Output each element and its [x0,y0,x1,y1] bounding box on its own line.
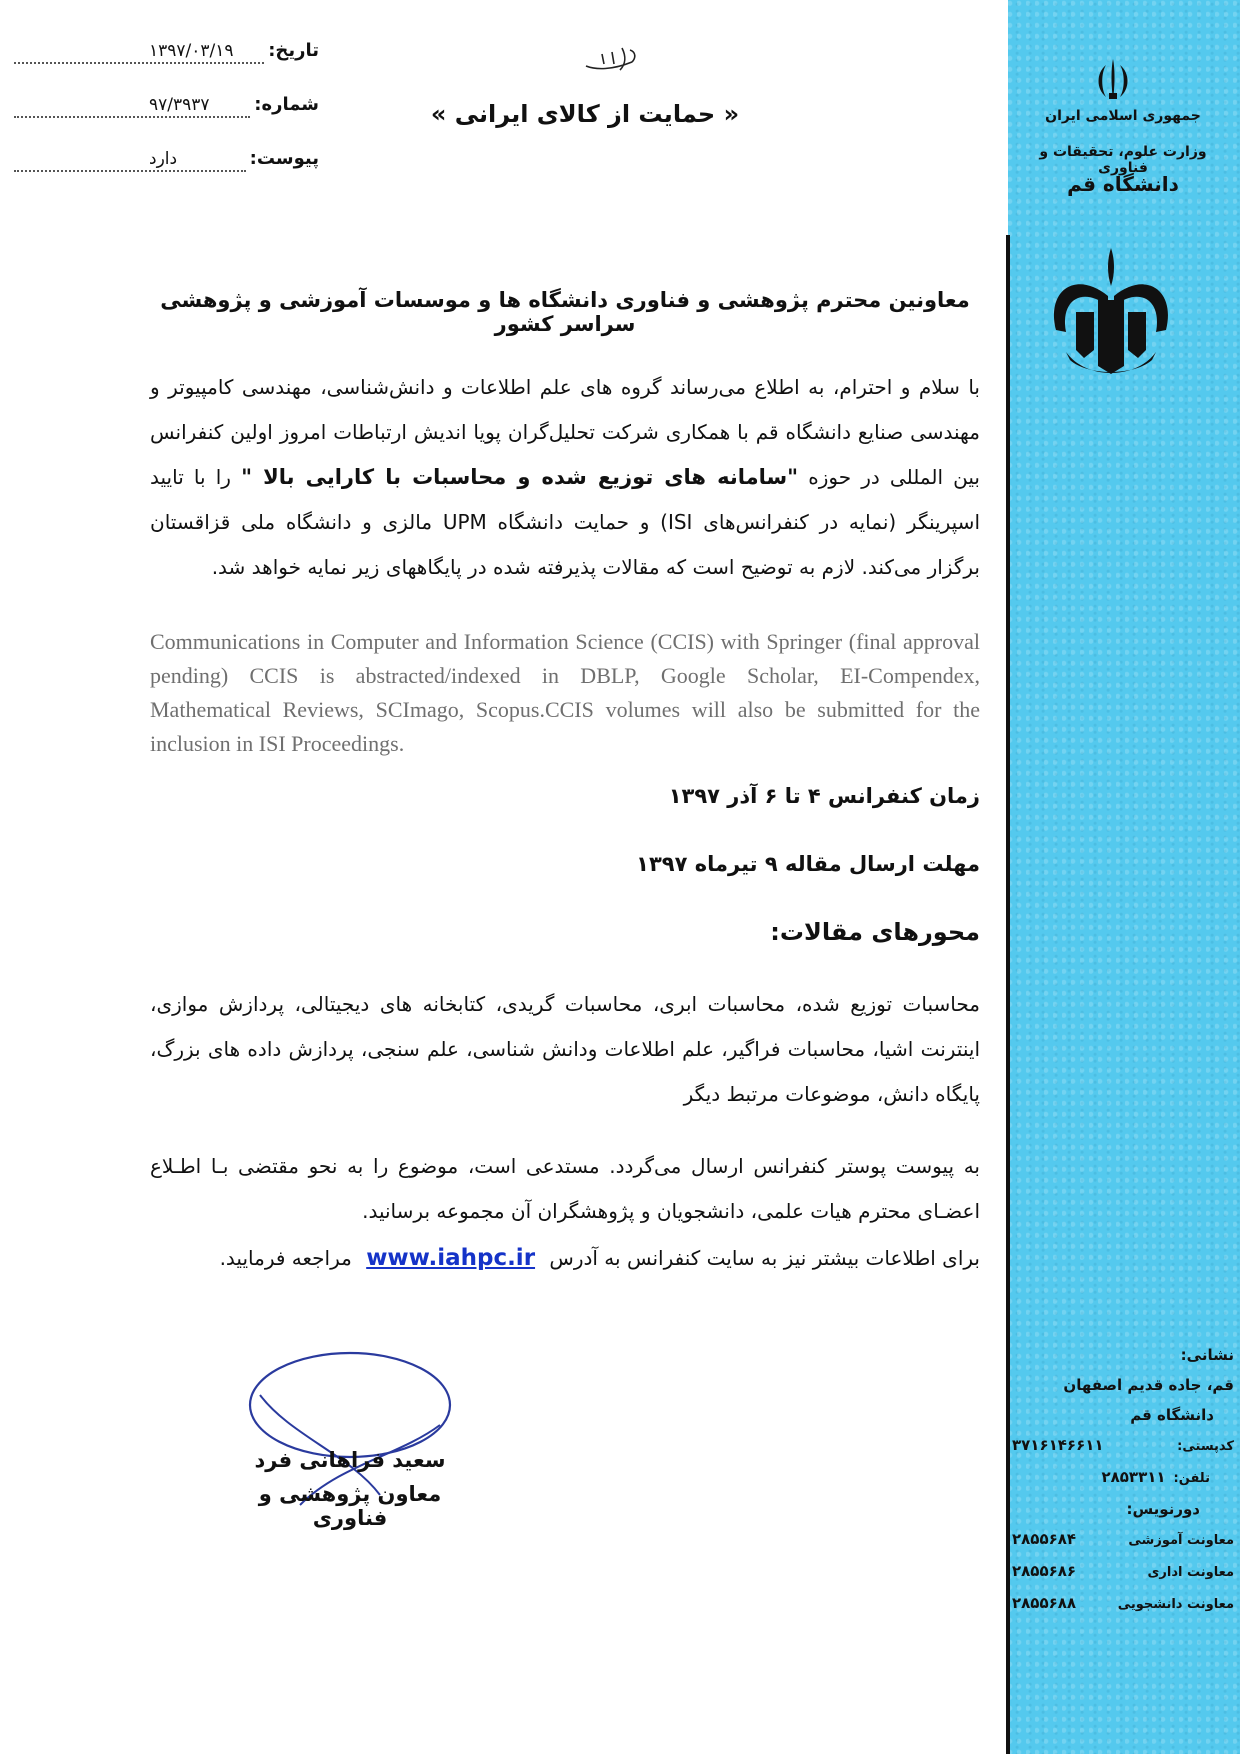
fax-row [1012,1556,1234,1588]
more-info-suffix: مراجعه فرمایید. [219,1246,352,1270]
submission-deadline: مهلت ارسال مقاله ۹ تیرماه ۱۳۹۷ [636,852,980,876]
topics-heading: محورهای مقالات: [770,918,980,946]
postal-code-row [1012,1430,1234,1462]
iran-emblem-icon [1088,55,1138,105]
more-info-text: برای اطلاعات بیشتر نیز به سایت کنفرانس به آدرس [549,1246,980,1270]
date-field [14,40,319,69]
university-name: دانشگاه قم [1067,172,1179,196]
fax-item-value: ۲۸۵۵۶۸۸ [1012,1594,1077,1612]
besmellah-calligraphy [582,40,642,80]
fax-item-label: معاونت دانشجویی [1117,1597,1234,1612]
attachment-value: دارد [14,150,246,172]
fax-row [1012,1524,1234,1556]
phone-label: تلفن: [1173,1471,1210,1486]
closing-paragraph: به پیوست پوستر کنفرانس ارسال می‌گردد. مستدعی است، موضوع را به نحو مقتضی بـا اطـلاع اعضـای محترم هیات علمی، دانشجویان و پژوهشگران آن مجموعه برسانید. [150,1154,980,1223]
intro-text-1: با سلام و احترام، به اطلاع می‌رساند گروه های علم اطلاعات و دانش‌شناسی، مهندسی کامپیوتر و مهندسی صنایع دانشگاه قم با همکاری شرکت تحلیل‌گران پویا اندیش ارتباطات امروز اولین کنفرانس بین المللی در حوزه [150,375,980,489]
side-divider [1006,235,1010,1754]
ministry-name: وزارت علوم، تحقیقات و فناوری [1039,144,1207,176]
more-info-line [150,1236,980,1281]
signatory-title: معاون پژوهشی و فناوری [258,1482,442,1530]
address-line-2: دانشگاه قم [1130,1406,1214,1424]
fax-row [1012,1588,1234,1620]
phone-value: ۲۸۵۳۳۱۱ [1101,1468,1166,1486]
address-title: نشانی: [1180,1346,1234,1364]
fax-label: دورنویس: [1126,1500,1200,1518]
postal-code-label: کدپستی: [1177,1439,1234,1454]
conference-website-link[interactable]: www.iahpc.ir [366,1245,536,1271]
attachment-field [14,148,319,177]
fax-item-value: ۲۸۵۵۶۸۴ [1012,1530,1077,1548]
indexing-note: Communications in Computer and Information Science (CCIS) with Springer (final approval pending) CCIS is abstracted/indexed in DBLP, Google Scholar, EI-Compendex, Mathematical Reviews, SCImago, Scopus.CCIS volumes will also be submitted for the inclusion in ISI Proceedings. [150,629,980,756]
fax-item-value: ۲۸۵۵۶۸۶ [1012,1562,1077,1580]
conference-dates: زمان کنفرانس ۴ تا ۶ آذر ۱۳۹۷ [668,784,980,808]
conference-title: "سامانه های توزیع شده و محاسبات با کارایی بالا " [241,465,799,489]
number-label: شماره: [254,94,319,115]
number-field [14,94,319,123]
date-value: ۱۳۹۷/۰۳/۱۹ [14,42,264,64]
topics-list: محاسبات توزیع شده، محاسبات ابری، محاسبات گریدی، کتابخانه های دیجیتالی، پردازش موازی، اینترنت اشیا، محاسبات فراگیر، علم اطلاعات ودانش شناسی، علم سنجی، پردازش داده های بزرگ، پایگاه دانش، موضوعات مرتبط دیگر [150,992,980,1106]
intro-text-2: را با تایید اسپرینگر (نمایه در کنفرانس‌های ISI) و حمایت دانشگاه UPM مالزی و دانشگاه ملی قزاقستان برگزار می‌کند. لازم به توضیح است که مقالات پذیرفته شده در پایگاههای زیر نمایه خواهد شد. [150,465,980,579]
intro-paragraph [150,365,980,590]
attachment-label: پیوست: [249,148,319,169]
number-value: ۹۷/۳۹۳۷ [14,96,250,118]
address-block [1012,1340,1234,1620]
postal-code-value: ۳۷۱۶۱۴۶۶۱۱ [1012,1436,1104,1454]
recipient-heading: معاونین محترم پژوهشی و فناوری دانشگاه ها و موسسات آموزشی و پژوهشی سراسر کشور [160,288,970,336]
slogan: « حمایت از کالای ایرانی » [430,100,740,128]
date-label: تاریخ: [268,40,319,61]
signatory-name: سعید فراهانی فرد [254,1448,446,1472]
fax-item-label: معاونت آموزشی [1128,1533,1234,1548]
fax-item-label: معاونت اداری [1147,1565,1234,1580]
address-line-1: قم، جاده قدیم اصفهان [1063,1376,1234,1394]
country-name: جمهوری اسلامی ایران [1045,108,1201,124]
phone-row [1012,1462,1234,1494]
university-logo-icon [1036,240,1186,380]
